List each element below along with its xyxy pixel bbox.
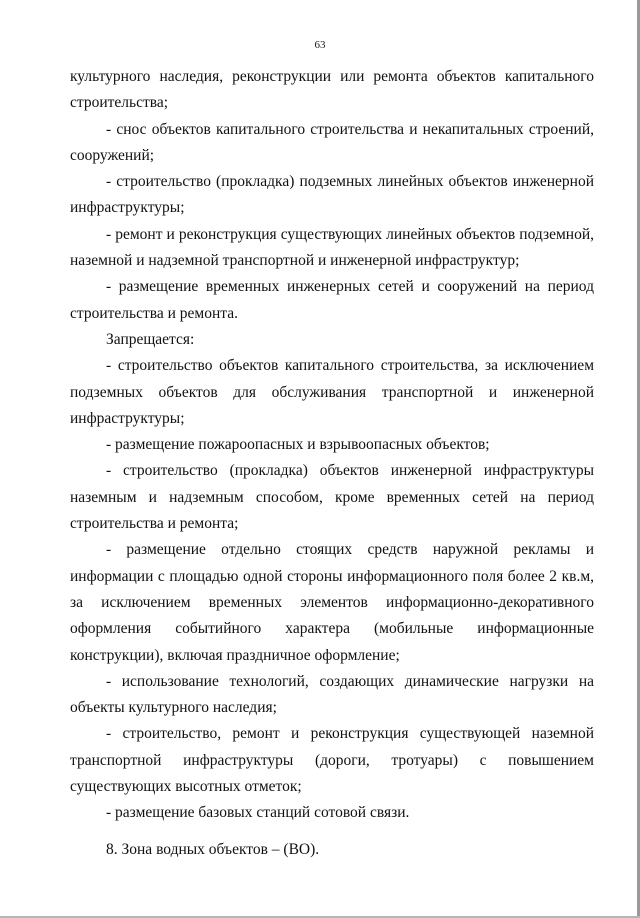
page-number: 63 — [314, 39, 326, 51]
list-item: - размещение отдельно стоящих средств наружной рекламы и информации с площадью одной стороны информационного поля более 2 кв.м, за исключением временных элементов информационно-декоративного оформления событийного характера (мобильные информационные конструкции), включая праздничное оформление; — [70, 541, 594, 664]
list-item: - строительство объектов капитального строительства, за исключением подземных объектов для обслуживания транспортной и инженерной инфраструктуры; — [70, 357, 594, 427]
list-item: - использование технологий, создающих динамические нагрузки на объекты культурного наследия; — [70, 672, 594, 717]
list-item: - размещение базовых станций сотовой связи. — [106, 804, 410, 822]
list-item: - снос объектов капитального строительства и некапитальных строений, сооружений; — [70, 120, 594, 164]
list-item: - строительство (прокладка) подземных линейных объектов инженерной инфраструктуры; — [70, 173, 594, 217]
list-item: - размещение пожароопасных и взрывоопасных объектов; — [106, 436, 490, 454]
prohibited-label: Запрещается: — [106, 330, 195, 348]
list-item: - размещение временных инженерных сетей и сооружений на период строительства и ремонта. — [70, 278, 594, 322]
list-item: - строительство (прокладка) объектов инженерной инфраструктуры наземным и надземным способом, кроме временных сетей на период строительства и ремонта; — [70, 462, 594, 533]
document-body — [70, 64, 594, 863]
list-item: - ремонт и реконструкция существующих линейных объектов подземной, наземной и надземной транспортной и инженерной инфраструктур; — [70, 225, 594, 270]
section-heading: 8. Зона водных объектов – (ВО). — [106, 840, 320, 858]
paragraph-continuation: культурного наследия, реконструкции или ремонта объектов капитального строительства; — [70, 68, 594, 112]
list-item: - строительство, ремонт и реконструкция существующей наземной транспортной инфраструктуры (дороги, тротуары) с повышением существующих высотных отметок; — [70, 725, 594, 796]
